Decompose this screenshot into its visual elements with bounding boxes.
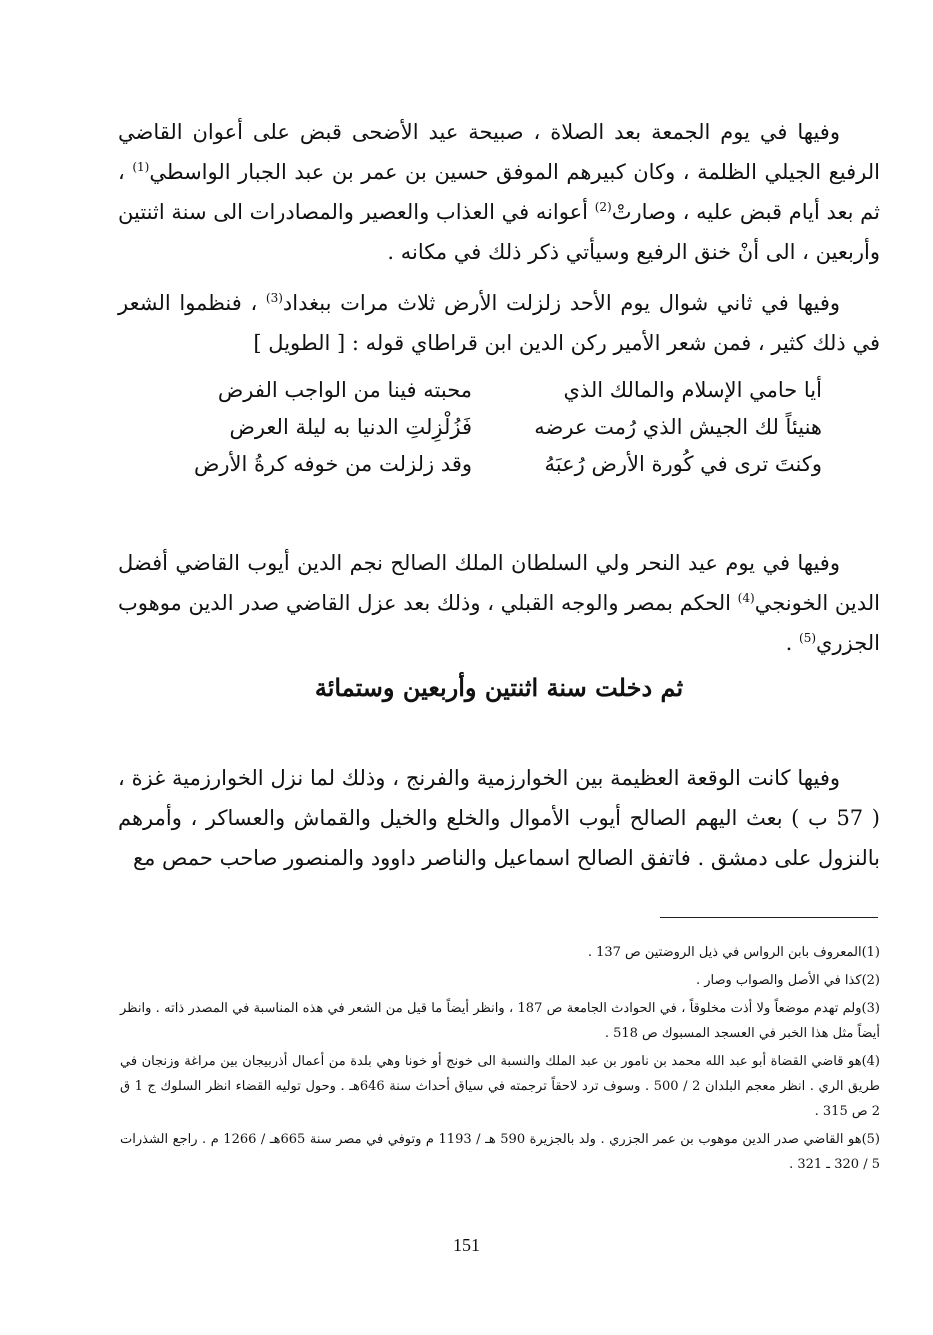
paragraph-4-text: وفيها كانت الوقعة العظيمة بين الخوارزمية والفرنج ، وذلك لما نزل الخوارزمية غزة ، ( 57 ب ) بعث اليهم الصالح أيوب الأموال والخلع والخيل والقماش والعساكر ، وأمرهم بالنزول على دمشق . فاتفق الصالح اسماعيل والناصر داوود والمنصور صاحب حمص مع [118,766,881,870]
verse-1 [118,372,880,409]
paragraph-1-part-b: ، ثم بعد أيام قبض عليه ، وصارتْ [118,160,880,224]
footnote-1-number: (1) [861,945,880,960]
footnote-ref-4: (4) [737,591,755,605]
page-number: 151 [453,1235,480,1255]
footnote-5-text: هو القاضي صدر الدين موهوب بن عمر الجزري . ولد بالجزيرة 590 هـ / 1193 م وتوفي في مصر سنة 665هـ / 1266 م . راجع الشذرات 5 / 320 ـ 321 . [120,1132,880,1172]
paragraph-3-part-c: . [785,631,800,655]
section-heading: ثم دخلت سنة اثنتين وأربعين وستمائة [314,673,684,702]
footnotes [120,940,880,1180]
paragraph-2 [118,283,880,363]
paragraph-4 [118,758,880,878]
footnote-2-number: (2) [861,973,880,988]
verse-2 [118,409,880,446]
footnote-5 [120,1127,880,1177]
footnote-4 [120,1049,880,1124]
footnote-1 [120,940,880,965]
verse-2-first-hemistich: هنيئاً لك الجيش الذي رُمت عرضه [534,415,822,439]
footnote-ref-3: (3) [265,291,283,305]
verse-3 [118,446,880,483]
paragraph-3 [118,543,880,663]
footnote-3-text: ولم تهدم موضعاً ولا أذت مخلوقاً ، في الحوادث الجامعة ص 187 ، وانظر أيضاً ما قيل من الشعر في هذه المناسبة في المصدر ذاته . وانظر أيضاً مثل هذا الخبر في العسجد المسبوك ص 518 . [120,1001,880,1041]
verse-3-first-hemistich: وكنتَ ترى في كُورة الأرض رُعبَهُ [544,452,822,476]
paragraph-1-part-c: أعوانه في العذاب والعصير والمصادرات الى سنة اثنتين وأربعين ، الى أنْ خنق الرفيع وسيأتي ذكر ذلك في مكانه . [118,200,880,264]
poem [118,372,880,483]
footnote-ref-2: (2) [594,200,612,214]
footnote-1-text: المعروف بابن الرواس في ذيل الروضتين ص 137 . [587,945,862,960]
paragraph-2-part-b: ، فنظموا الشعر في ذلك كثير ، فمن شعر الأمير ركن الدين ابن قراطاي قوله : [ الطويل ] [118,291,880,355]
footnote-2 [120,968,880,993]
verse-3-second-hemistich: وقد زلزلت من خوفه كرةُ الأرض [193,452,472,476]
footnote-3-number: (3) [861,1001,880,1016]
paragraph-3-text [118,543,880,663]
paragraph-3-part-a: وفيها في يوم عيد النحر ولي السلطان الملك الصالح نجم الدين أيوب القاضي أفضل الدين الخونجي [118,551,880,615]
paragraph-1-text [118,112,880,272]
footnote-ref-5: (5) [799,631,817,645]
paragraph-1 [118,112,880,272]
verse-2-second-hemistich: فَزُلْزِلتِ الدنيا به ليلة العرض [229,415,472,439]
footnote-4-number: (4) [861,1054,880,1069]
paragraph-3-part-b: الحكم بمصر والوجه القبلي ، وذلك بعد عزل القاضي صدر الدين موهوب الجزري [118,591,880,655]
footnote-3 [120,996,880,1046]
footnote-2-text: كذا في الأصل والصواب وصار . [695,973,862,988]
footnote-ref-1: (1) [132,160,150,174]
paragraph-1-part-a: وفيها في يوم الجمعة بعد الصلاة ، صبيحة عيد الأضحى قبض على أعوان القاضي الرفيع الجيلي الظلمة ، وكان كبيرهم الموفق حسين بن عمر بن عبد الجبار الواسطي [118,120,880,184]
verse-1-second-hemistich: محبته فينا من الواجب الفرض [217,378,472,402]
paragraph-2-text [118,283,880,363]
footnote-4-text: هو قاضي القضاة أبو عبد الله محمد بن نامور بن عبد الملك والنسبة الى خونج أو خونا وهي بلدة من أعمال أذربيجان بين مراغة وزنجان في طريق الري . انظر معجم البلدان 2 / 500 . وسوف ترد لاحقاً ترجمته في سياق أحداث سنة 646هـ . وحول توليه القضاء انظر السلوك ج 1 ق 2 ص 315 . [120,1054,880,1119]
footnote-divider [660,917,878,918]
paragraph-2-part-a: وفيها في ثاني شوال يوم الأحد زلزلت الأرض ثلاث مرات ببغداد [282,291,840,315]
footnote-5-number: (5) [861,1132,880,1147]
verse-1-first-hemistich: أيا حامي الإسلام والمالك الذي [563,378,822,402]
